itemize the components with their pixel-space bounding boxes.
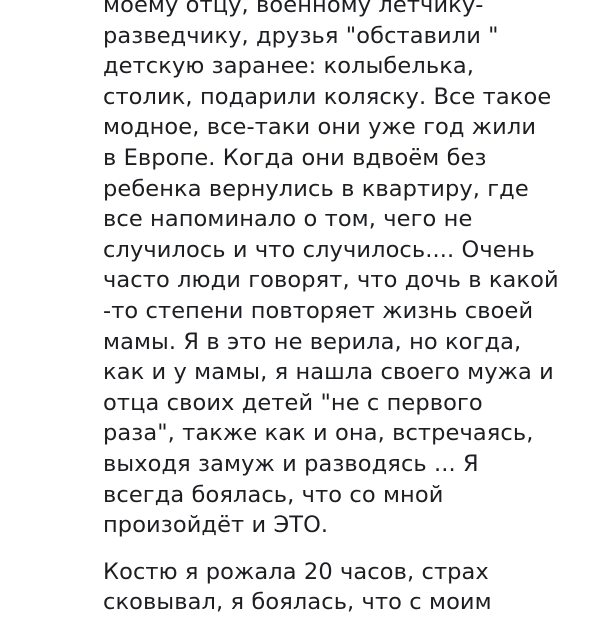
text-line: разведчику, друзья "обставили " — [103, 22, 499, 49]
text-line: ребенка вернулись в квартиру, где — [103, 175, 529, 202]
text-line: все напоминало о том, чего не — [103, 206, 473, 233]
text-line: случилось и что случилось.... Очень — [103, 236, 535, 263]
text-line: детскую заранее: колыбелька, — [103, 53, 475, 80]
text-line: мамы. Я в это не верила, но когда, — [103, 328, 522, 355]
paragraph-1 — [103, 0, 593, 541]
text-line: отца своих детей "не с первого — [103, 389, 483, 416]
text-line: раза", также как и она, встречаясь, — [103, 420, 534, 447]
paragraph-2 — [103, 557, 593, 618]
text-line: часто люди говорят, что дочь в какой — [103, 267, 559, 294]
text-line: сковывал, я боялась, что с моим — [103, 589, 492, 616]
paragraph-spacer — [103, 541, 593, 557]
text-line: как и у мамы, я нашла своего мужа и — [103, 359, 554, 386]
text-line: -то степени повторяет жизнь своей — [103, 297, 534, 324]
text-line: произойдёт и ЭТО. — [103, 512, 329, 539]
text-line: в Европе. Когда они вдвоём без — [103, 144, 487, 171]
text-line: Костю я рожала 20 часов, страх — [103, 558, 489, 585]
text-line: выходя замуж и разводясь ... Я — [103, 450, 479, 477]
post-text — [103, 0, 593, 618]
text-line: моему отцу, военному летчику- — [103, 0, 484, 18]
text-line: модное, все-таки они уже год жили — [103, 114, 537, 141]
text-line: всегда боялась, что со мной — [103, 481, 444, 508]
text-line: столик, подарили коляску. Все такое — [103, 83, 552, 110]
